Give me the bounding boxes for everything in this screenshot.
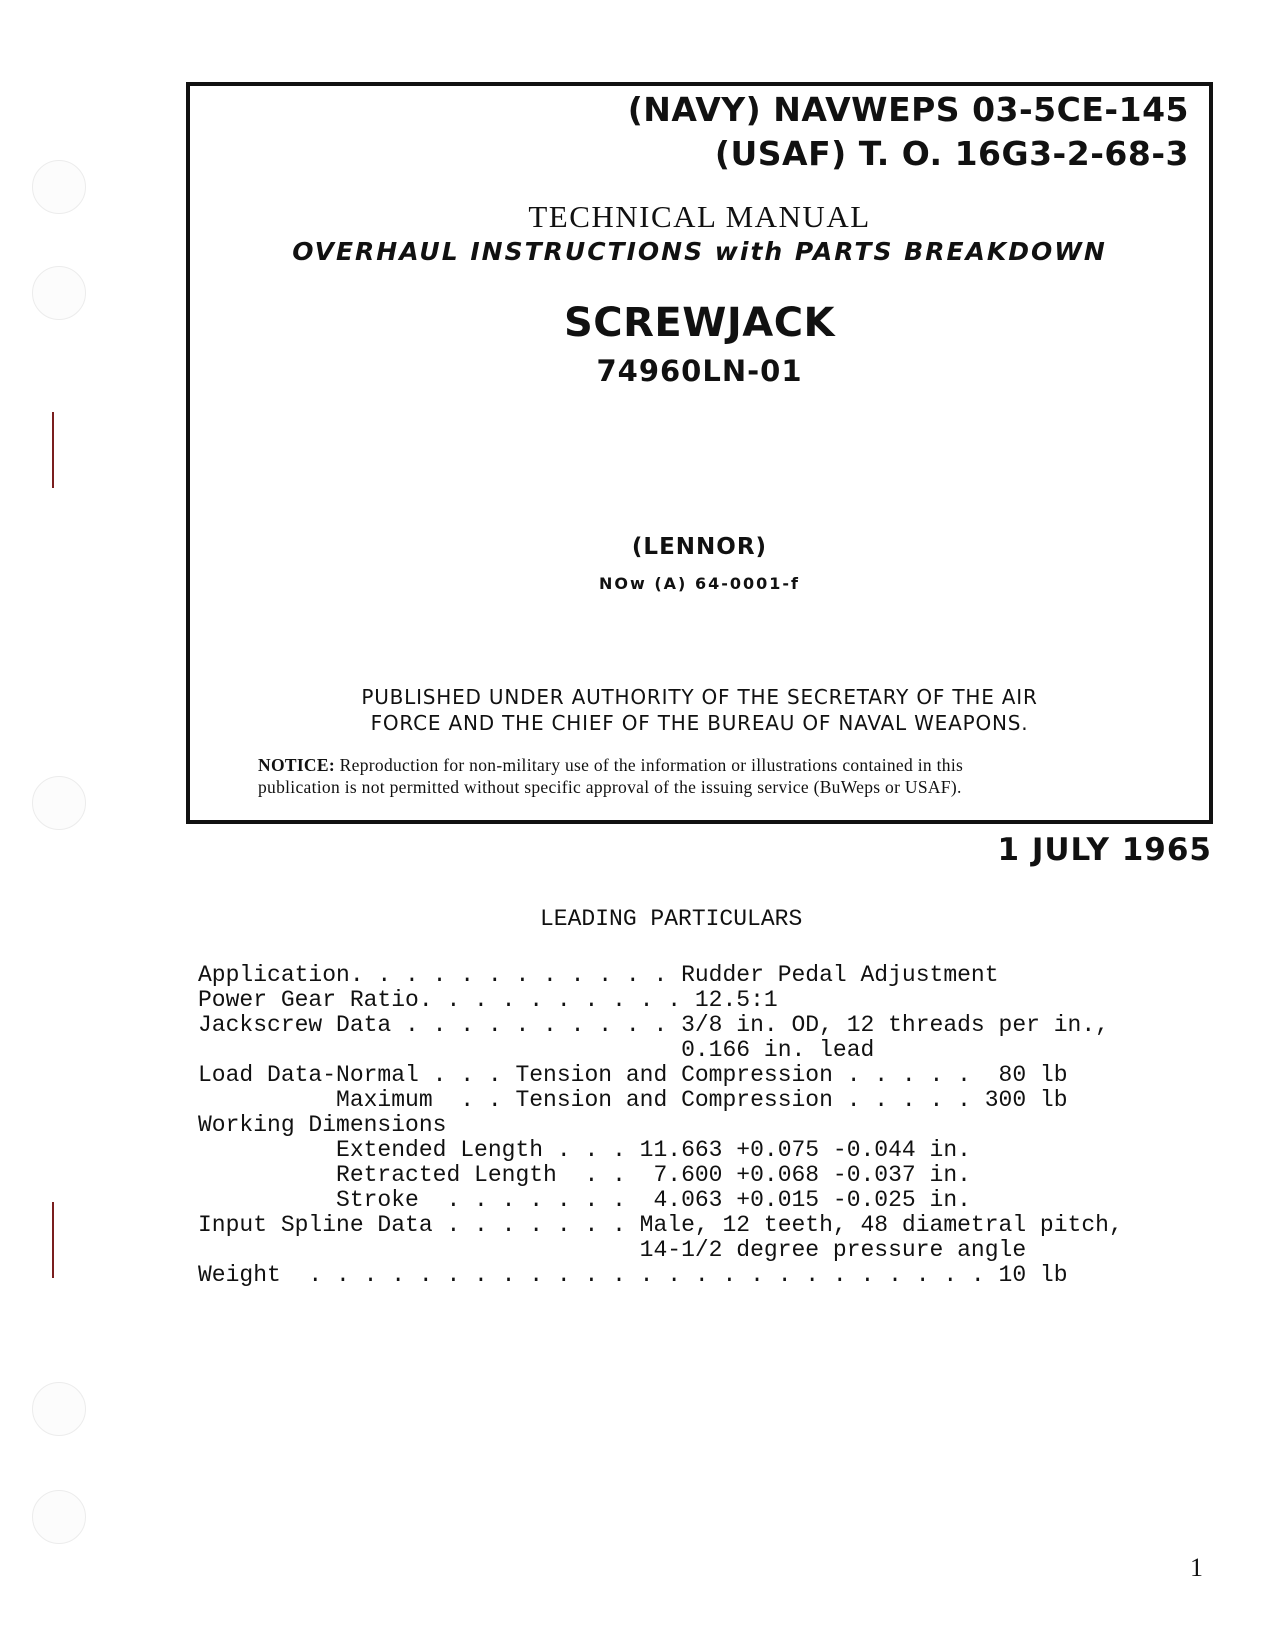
particulars-line: Power Gear Ratio. . . . . . . . . . 12.5:1 bbox=[198, 987, 778, 1013]
page-number: 1 bbox=[1190, 1553, 1203, 1582]
particulars-line: Application. . . . . . . . . . . . Rudder Pedal Adjustment bbox=[198, 962, 999, 988]
authority-statement bbox=[190, 684, 1209, 736]
particulars-line: 0.166 in. lead bbox=[198, 1037, 875, 1063]
manual-subtitle: OVERHAUL INSTRUCTIONS with PARTS BREAKDOWN bbox=[292, 237, 1107, 266]
particulars-line: Extended Length . . . 11.663 +0.075 -0.044 in. bbox=[198, 1137, 971, 1163]
authority-line: FORCE AND THE CHIEF OF THE BUREAU OF NAVAL WEAPONS. bbox=[370, 711, 1029, 735]
particulars-line: Working Dimensions bbox=[198, 1112, 447, 1138]
scan-mark bbox=[52, 1202, 54, 1278]
binder-hole bbox=[32, 266, 86, 320]
particulars-line: Stroke . . . . . . . 4.063 +0.015 -0.025 in. bbox=[198, 1187, 971, 1213]
title-box bbox=[186, 82, 1213, 824]
part-number: 74960LN-01 bbox=[596, 354, 803, 388]
particulars-line: Maximum . . Tension and Compression . . . . . 300 lb bbox=[198, 1087, 1068, 1113]
authority-line: PUBLISHED UNDER AUTHORITY OF THE SECRETARY OF THE AIR bbox=[361, 685, 1038, 709]
notice-line bbox=[258, 754, 1138, 776]
manual-type: TECHNICAL MANUAL bbox=[528, 199, 871, 234]
notice-line: publication is not permitted without specific approval of the issuing service (BuWeps or USAF). bbox=[258, 777, 962, 797]
particulars-line: Load Data-Normal . . . Tension and Compression . . . . . 80 lb bbox=[198, 1062, 1068, 1088]
manufacturer: (LENNOR) bbox=[631, 534, 768, 560]
particulars-line: Jackscrew Data . . . . . . . . . . 3/8 in. OD, 12 threads per in., bbox=[198, 1012, 1109, 1038]
binder-hole bbox=[32, 1490, 86, 1544]
notice-label: NOTICE: bbox=[258, 755, 335, 775]
binder-hole bbox=[32, 776, 86, 830]
contract-number: NOw (A) 64-0001-f bbox=[599, 574, 800, 593]
item-name: SCREWJACK bbox=[563, 300, 836, 346]
publication-date: 1 JULY 1965 bbox=[997, 832, 1212, 868]
particulars-line: Weight . . . . . . . . . . . . . . . . . . . . . . . . . 10 lb bbox=[198, 1262, 1068, 1288]
usaf-document-number: (USAF) T. O. 16G3-2-68-3 bbox=[714, 134, 1189, 173]
binder-hole bbox=[32, 160, 86, 214]
scan-mark bbox=[52, 412, 54, 488]
leading-particulars-title: LEADING PARTICULARS bbox=[540, 906, 803, 932]
binder-hole bbox=[32, 1382, 86, 1436]
particulars-line: Retracted Length . . 7.600 +0.068 -0.037 in. bbox=[198, 1162, 971, 1188]
particulars-line: Input Spline Data . . . . . . . Male, 12 teeth, 48 diametral pitch, bbox=[198, 1212, 1123, 1238]
notice-text: Reproduction for non-military use of the information or illustrations contained in this bbox=[339, 755, 964, 775]
particulars-line: 14-1/2 degree pressure angle bbox=[198, 1237, 1027, 1263]
navy-document-number: (NAVY) NAVWEPS 03-5CE-145 bbox=[627, 90, 1189, 129]
notice bbox=[258, 754, 1138, 798]
